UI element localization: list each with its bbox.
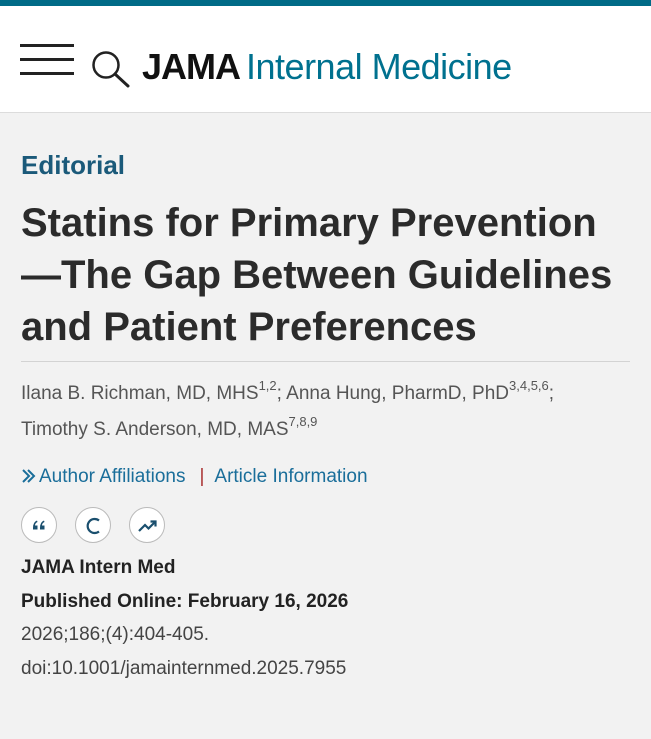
author-name[interactable]: Anna Hung, PharmD, PhD <box>286 383 510 404</box>
search-icon[interactable] <box>91 50 131 90</box>
author-affiliation-ref[interactable]: 1,2 <box>258 378 277 393</box>
author-separator: ; <box>548 383 555 404</box>
author-name[interactable]: Ilana B. Richman, MD, MHS <box>21 383 259 404</box>
double-chevron-right-icon <box>21 466 37 488</box>
journal-logo[interactable] <box>142 46 512 88</box>
logo-prefix: JAMA <box>142 46 241 87</box>
divider <box>21 361 630 362</box>
author-affiliation-ref[interactable]: 3,4,5,6 <box>509 378 549 393</box>
journal-abbrev: JAMA Intern Med <box>21 557 176 578</box>
author-affiliation-ref[interactable]: 7,8,9 <box>288 414 318 429</box>
author-affiliations-link[interactable]: Author Affiliations <box>39 466 186 487</box>
published-date: Published Online: February 16, 2026 <box>21 590 349 612</box>
author-separator: ; <box>276 383 287 404</box>
author-name[interactable]: Timothy S. Anderson, MD, MAS <box>21 419 289 440</box>
metrics-trend-icon[interactable] <box>129 507 165 543</box>
logo-journal-name: Internal Medicine <box>246 46 512 87</box>
link-separator: | <box>199 466 205 487</box>
site-header <box>0 0 651 113</box>
permissions-c-icon[interactable] <box>75 507 111 543</box>
cite-quote-icon[interactable] <box>21 507 57 543</box>
author-list <box>21 376 631 448</box>
article-information-link[interactable]: Article Information <box>214 466 368 487</box>
doi[interactable]: doi:10.1001/jamainternmed.2025.7955 <box>21 657 347 679</box>
article-links <box>21 466 368 488</box>
publication-meta <box>21 551 348 685</box>
article-type: Editorial <box>21 150 126 180</box>
article-title: Statins for Primary Prevention—The Gap Between Guidelines and Patient Preferences <box>21 201 613 349</box>
citation: 2026;186;(4):404-405. <box>21 624 210 645</box>
hamburger-menu-icon[interactable] <box>20 44 74 78</box>
